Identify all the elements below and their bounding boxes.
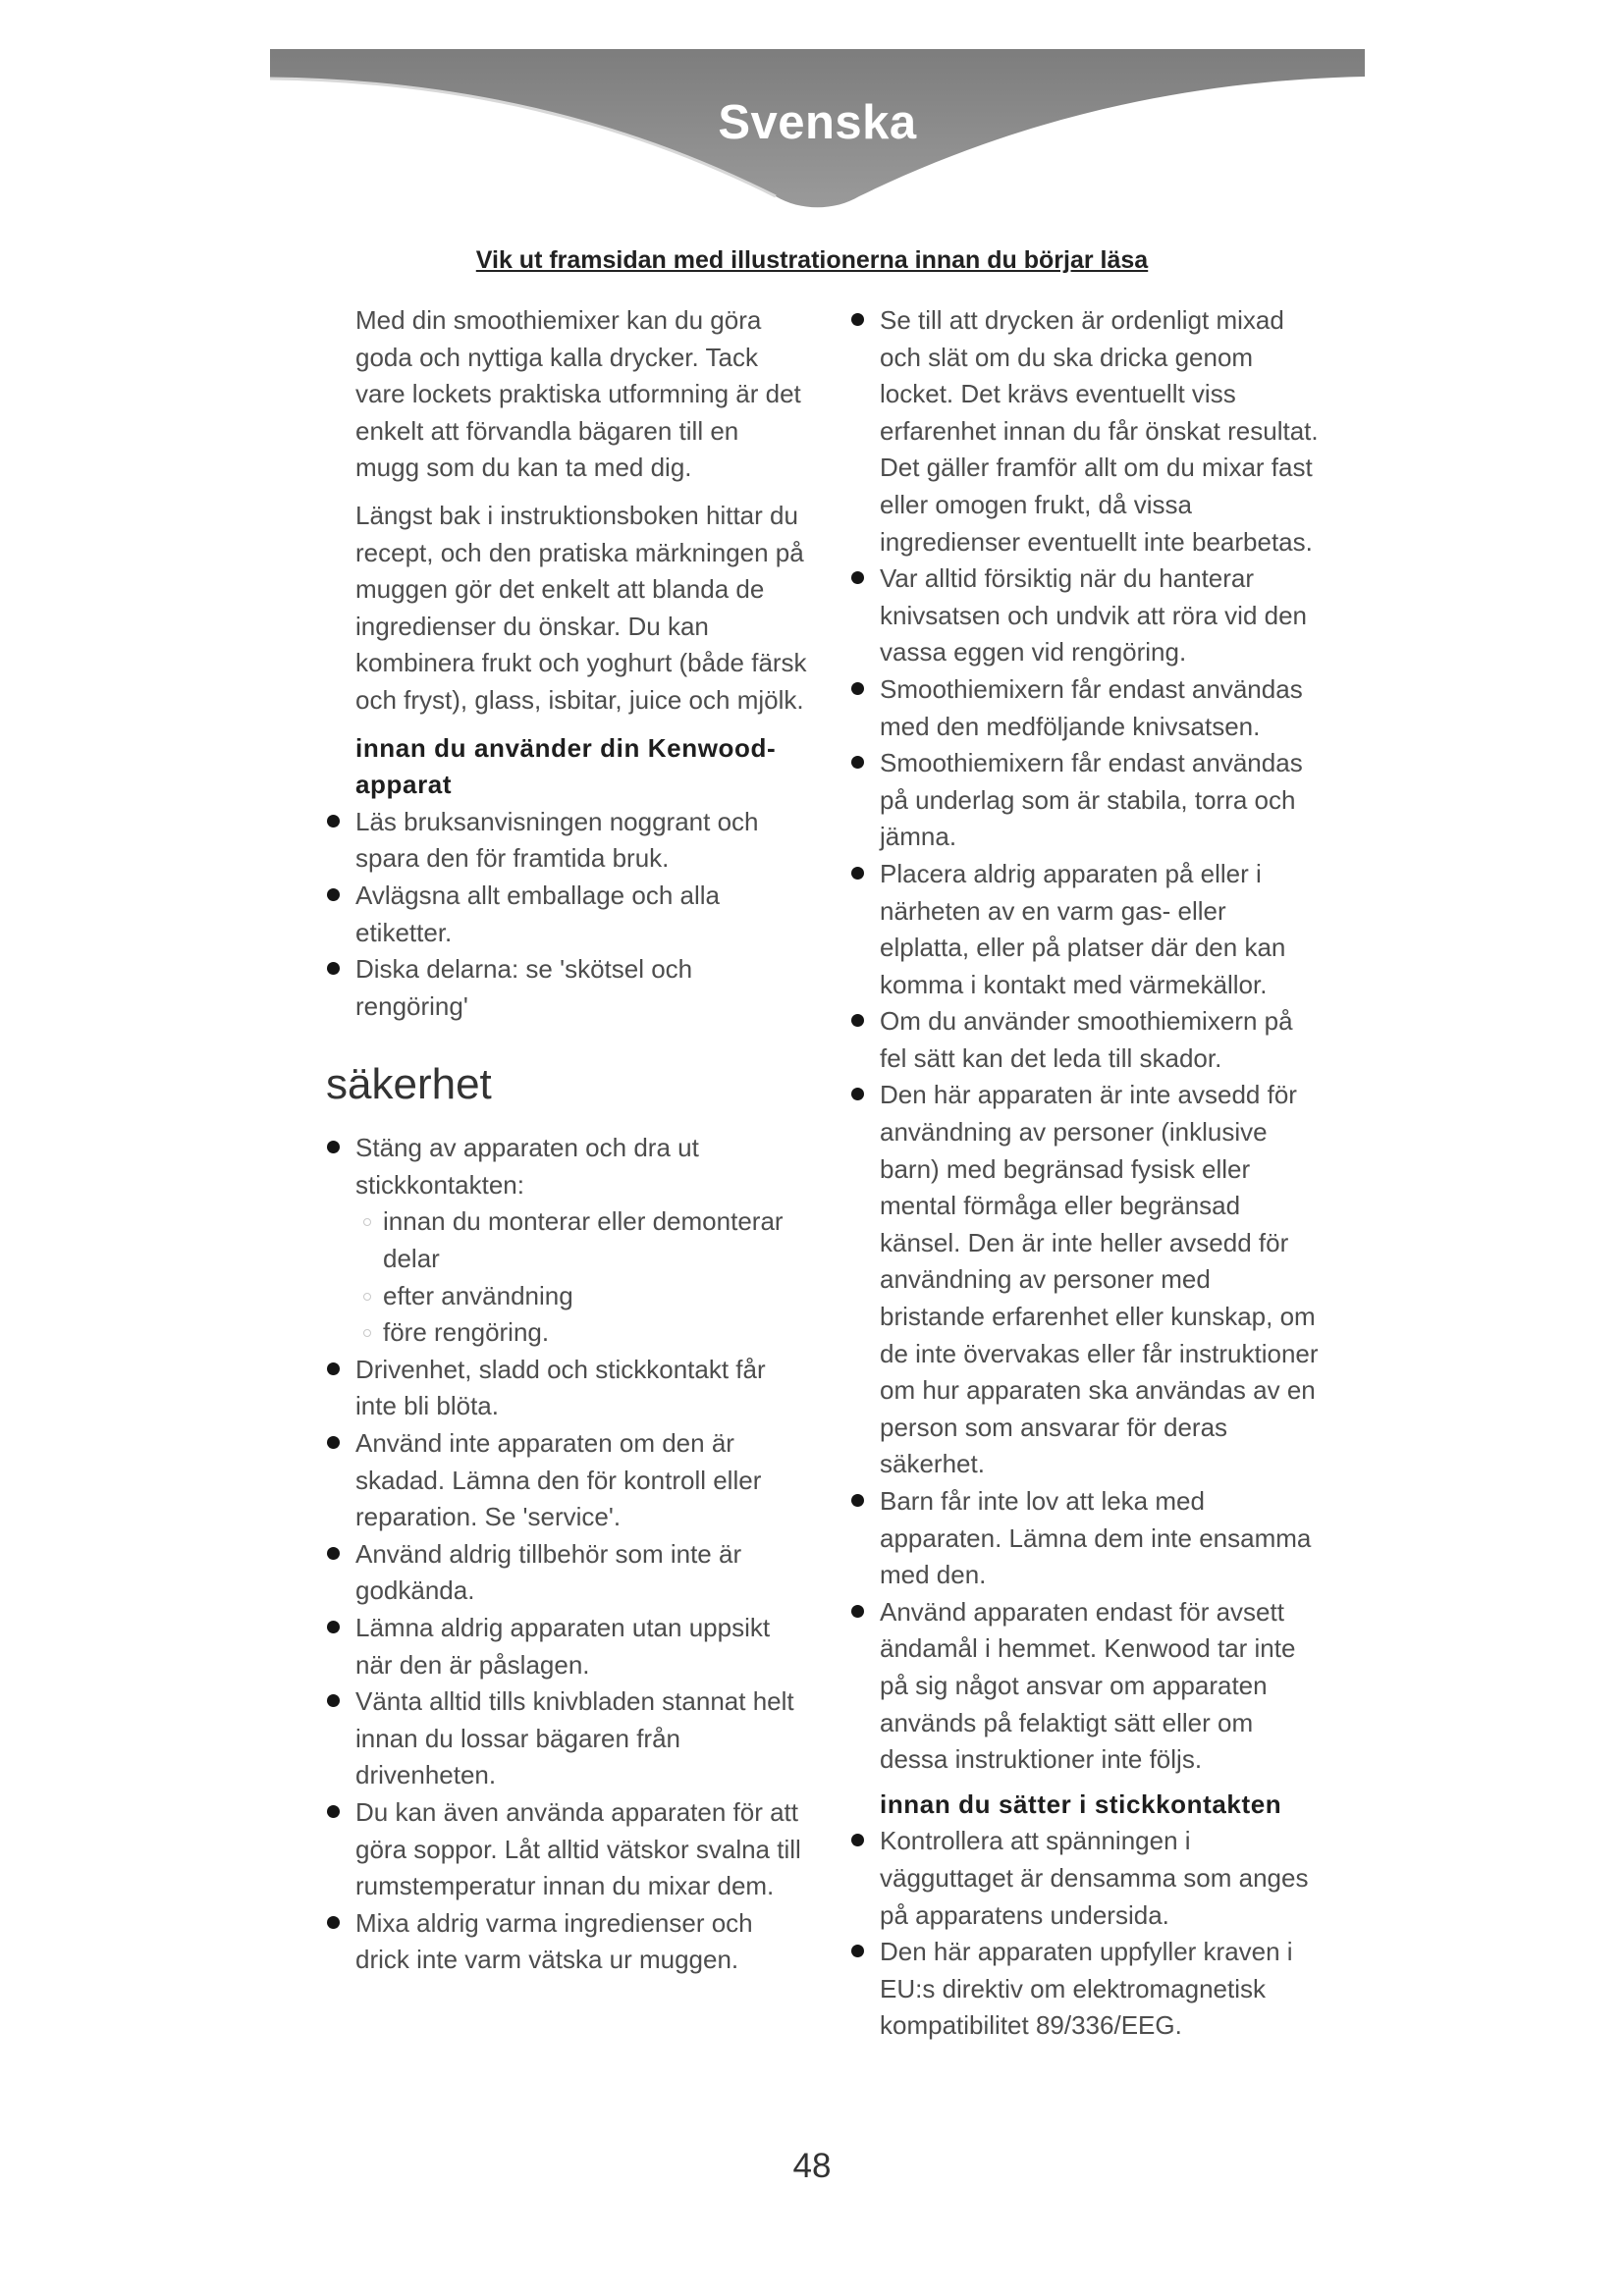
language-banner — [270, 49, 1365, 226]
right-column — [850, 302, 1322, 2045]
list-item — [326, 1130, 807, 1352]
sub-list-item: före rengöring. — [355, 1314, 807, 1352]
before-use-heading: innan du använder din Kenwood-apparat — [355, 732, 777, 800]
list-item: Avlägsna allt emballage och alla etiketter. — [326, 878, 807, 951]
list-item: Var alltid försiktig när du hanterar knivsatsen och undvik att röra vid den vassa eggen vid rengöring. — [850, 561, 1322, 671]
list-item: Lämna aldrig apparaten utan uppsikt när den är påslagen. — [326, 1610, 807, 1683]
unplug-sublist — [355, 1203, 807, 1351]
list-item: Vänta alltid tills knivbladen stannat helt innan du lossar bägaren från drivenheten. — [326, 1683, 807, 1794]
safety-heading: säkerhet — [326, 1060, 492, 1109]
left-column — [326, 302, 807, 1979]
intro-paragraph: Längst bak i instruktionsboken hittar du recept, och den pratiska märkningen på muggen gör det enkelt att blanda de ingredienser du önskar. Du kan kombinera frukt och yoghurt (både färsk och fryst), glass, isbitar, juice och mjölk. — [355, 500, 807, 715]
list-item: Barn får inte lov att leka med apparaten. Lämna dem inte ensamma med den. — [850, 1483, 1322, 1594]
list-item: Använd inte apparaten om den är skadad. Lämna den för kontroll eller reparation. Se 'service'. — [326, 1425, 807, 1536]
list-item: Använd apparaten endast för avsett ändamål i hemmet. Kenwood tar inte på sig något ansvar om apparaten används på felaktigt sätt eller om dessa instruktioner inte följs. — [850, 1594, 1322, 1779]
list-item: Läs bruksanvisningen noggrant och spara den för framtida bruk. — [326, 804, 807, 878]
list-item: Mixa aldrig varma ingredienser och drick inte varm vätska ur muggen. — [326, 1905, 807, 1979]
before-plug-in-heading: innan du sätter i stickkontakten — [880, 1789, 1282, 1819]
fold-out-note: Vik ut framsidan med illustrationerna innan du börjar läsa — [475, 246, 1149, 274]
sub-list-item: innan du monterar eller demonterar delar — [355, 1203, 807, 1277]
list-item: Den här apparaten uppfyller kraven i EU:s direktiv om elektromagnetisk kompatibilitet 89/336/EEG. — [850, 1934, 1322, 2045]
before-plug-in-list — [850, 1823, 1322, 2045]
page-number: 48 — [792, 2147, 832, 2185]
before-use-list — [326, 804, 807, 1026]
list-item: Smoothiemixern får endast användas på underlag som är stabila, torra och jämna. — [850, 745, 1322, 856]
list-item: Den här apparaten är inte avsedd för användning av personer (inklusive barn) med begränsad fysisk eller mental förmåga eller begränsad känsel. Den är inte heller avsedd för användning av personer med bristande erfarenhet eller kunskap, om de inte övervakas eller får instruktioner om hur apparaten ska användas av en person som ansvarar för deras säkerhet. — [850, 1077, 1322, 1483]
list-item: Kontrollera att spänningen i vägguttaget är densamma som anges på apparatens undersida. — [850, 1823, 1322, 1934]
list-item: Drivenhet, sladd och stickkontakt får inte bli blöta. — [326, 1352, 807, 1425]
safety-list — [326, 1130, 807, 1979]
safety-list-continued — [850, 302, 1322, 1779]
list-item: Använd aldrig tillbehör som inte är godkända. — [326, 1536, 807, 1610]
list-item: Placera aldrig apparaten på eller i närheten av en varm gas- eller elplatta, eller på platser där den kan komma i kontakt med värmekällor. — [850, 856, 1322, 1003]
list-item: Se till att drycken är ordenligt mixad och slät om du ska dricka genom locket. Det krävs eventuellt viss erfarenhet innan du får önskat resultat. Det gäller framför allt om du mixar fast eller omogen frukt, då vissa ingredienser eventuellt inte bearbetas. — [850, 302, 1322, 561]
intro-paragraph: Med din smoothiemixer kan du göra goda och nyttiga kalla drycker. Tack vare lockets praktiska utformning är det enkelt att förvandla bägaren till en mugg som du kan ta med dig. — [355, 305, 801, 483]
list-item: Du kan även använda apparaten för att göra soppor. Låt alltid vätskor svalna till rumstemperatur innan du mixar dem. — [326, 1794, 807, 1905]
language-title: Svenska — [718, 96, 917, 149]
list-item: Smoothiemixern får endast användas med den medföljande knivsatsen. — [850, 671, 1322, 745]
list-item: Diska delarna: se 'skötsel och rengöring' — [326, 951, 807, 1025]
sub-list-item: efter användning — [355, 1278, 807, 1315]
list-item: Om du använder smoothiemixern på fel sätt kan det leda till skador. — [850, 1003, 1322, 1077]
unplug-intro: Stäng av apparaten och dra ut stickkontakten: — [355, 1133, 699, 1200]
